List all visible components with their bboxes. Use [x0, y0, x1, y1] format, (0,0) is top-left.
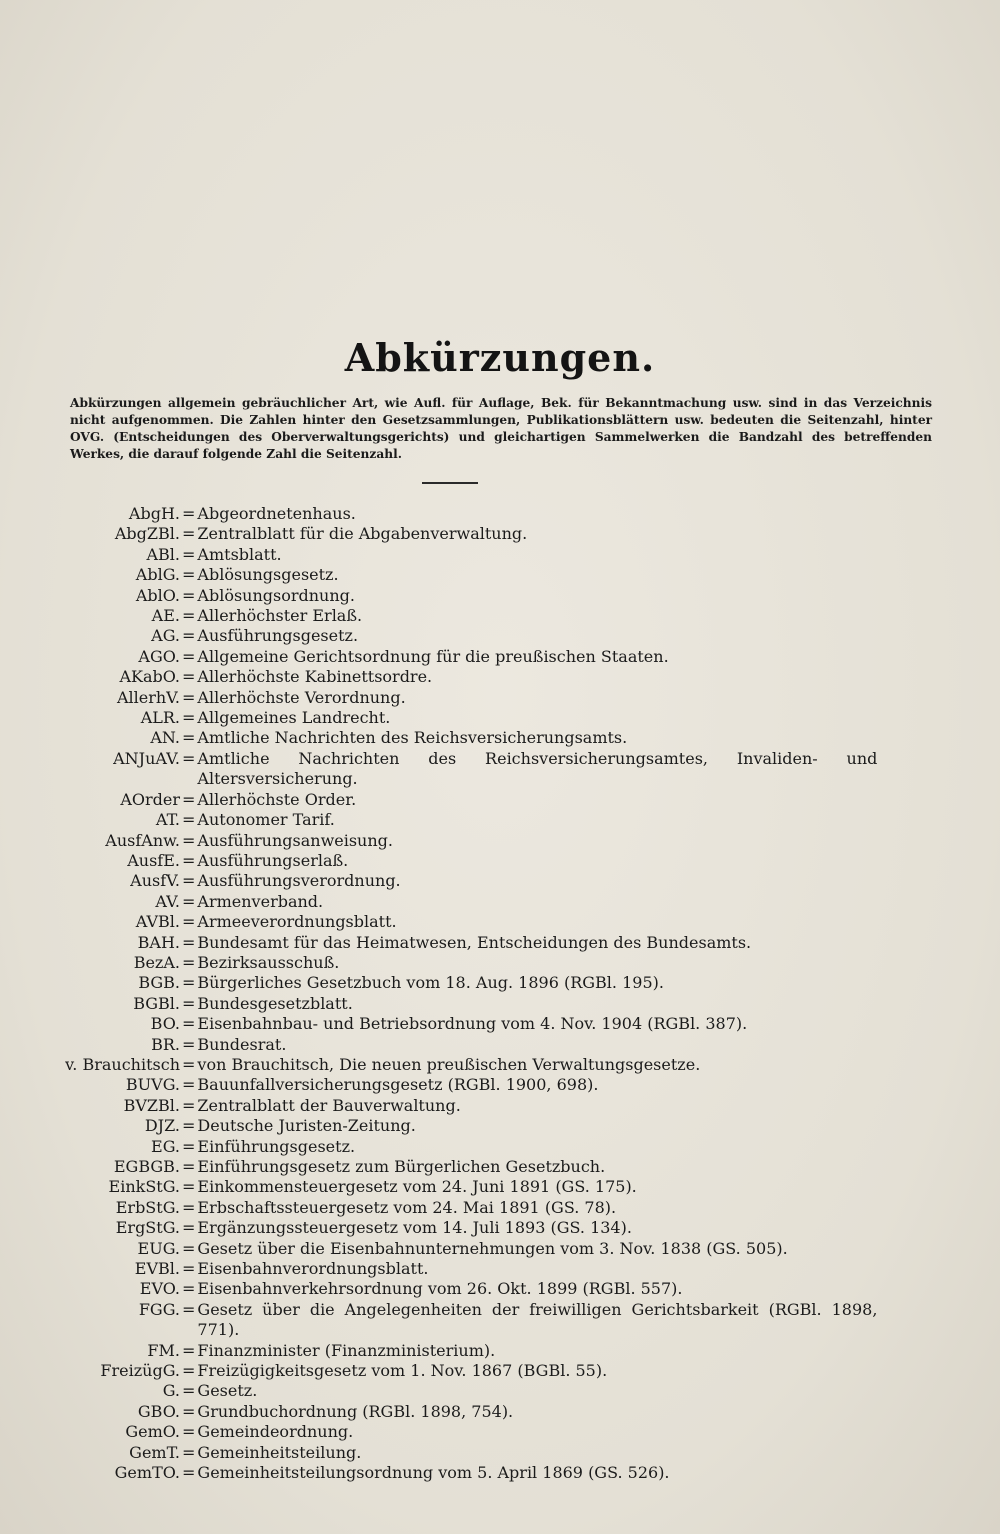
abbreviation-expansion: Eisenbahnverordnungsblatt.: [197, 1259, 429, 1279]
equals-sign: =: [182, 1116, 196, 1136]
abbreviation-entry: [0, 565, 1000, 585]
abbreviation-entry: [0, 647, 1000, 667]
abbreviation-entry: [0, 1239, 1000, 1259]
abbreviation-term: AllerhV.: [116, 687, 180, 707]
abbreviation-expansion: Bundesamt für das Heimatwesen, Entscheidungen des Bundesamts.: [197, 932, 752, 952]
equals-sign: =: [182, 1259, 196, 1279]
abbreviation-expansion: Amtsblatt.: [197, 544, 282, 564]
abbreviation-entry: [0, 973, 1000, 993]
abbreviation-entry: [0, 504, 1000, 524]
abbreviation-term: GemTO.: [114, 1463, 180, 1483]
page-title: Abkürzungen.: [344, 335, 656, 380]
abbreviation-expansion: Gemeinheitsteilungsordnung vom 5. April 1869 (GS. 526).: [197, 1463, 670, 1483]
abbreviation-entry: [0, 871, 1000, 891]
equals-sign: =: [182, 544, 196, 564]
abbreviation-expansion: Ablösungsordnung.: [197, 585, 355, 605]
abbreviation-term: ErgStG.: [115, 1218, 180, 1238]
equals-sign: =: [182, 1095, 196, 1115]
abbreviation-entry: [0, 1177, 1000, 1197]
abbreviation-expansion: Grundbuchordnung (RGBl. 1898, 754).: [197, 1401, 514, 1421]
equals-sign: =: [182, 912, 196, 932]
abbreviation-term: BO.: [150, 1014, 180, 1034]
abbreviation-entry: [0, 994, 1000, 1014]
equals-sign: =: [182, 565, 196, 585]
abbreviation-expansion: Bundesrat.: [197, 1034, 287, 1054]
abbreviation-entry: [0, 586, 1000, 606]
abbreviation-term: EinkStG.: [108, 1177, 180, 1197]
abbreviation-term: EVBl.: [134, 1259, 180, 1279]
equals-sign: =: [182, 1442, 196, 1462]
abbreviation-entry: [0, 1402, 1000, 1422]
equals-sign: =: [182, 1422, 196, 1442]
abbreviation-entry: [0, 953, 1000, 973]
abbreviation-entry: [0, 1443, 1000, 1463]
abbreviation-term: BUVG.: [125, 1075, 180, 1095]
equals-sign: =: [182, 1014, 196, 1034]
abbreviation-term: AN.: [150, 728, 180, 748]
equals-sign: =: [182, 810, 196, 830]
abbreviation-entry: [0, 1055, 1000, 1075]
intro-paragraph: Abkürzungen allgemein gebräuchlicher Art, wie Aufl. für Auflage, Bek. für Bekanntmachung usw. sind in das Verzeichnis nicht aufgenommen. Die Zahlen hinter den Gesetzsammlungen, Publikationsblättern usw. bedeuten die Seitenzahl, hinter OVG. (Entscheidungen des Oberverwaltungsgerichts) und gleichartigen Sammelwerken die Bandzahl des betreffenden Werkes, die darauf folgende Zahl die Seitenzahl.: [70, 396, 932, 461]
abbreviation-expansion: Zentralblatt für die Abgabenverwaltung.: [197, 524, 528, 544]
equals-sign: =: [182, 789, 196, 809]
equals-sign: =: [182, 606, 196, 626]
abbreviation-term: AE.: [151, 606, 180, 626]
abbreviation-expansion: Allerhöchste Kabinettsordre.: [197, 667, 433, 687]
abbreviation-expansion: Ablösungsgesetz.: [197, 565, 339, 585]
equals-sign: =: [182, 1218, 196, 1238]
abbreviation-entry: [0, 1422, 1000, 1442]
abbreviation-expansion: Finanzminister (Finanzministerium).: [197, 1340, 496, 1360]
equals-sign: =: [182, 728, 196, 748]
abbreviation-entry: [0, 1157, 1000, 1177]
equals-sign: =: [182, 1340, 196, 1360]
equals-sign: =: [182, 1197, 196, 1217]
abbreviation-term: AblG.: [135, 565, 180, 585]
abbreviation-term: GemO.: [125, 1422, 180, 1442]
equals-sign: =: [182, 871, 196, 891]
abbreviation-entry: [0, 1259, 1000, 1279]
abbreviation-term: ErbStG.: [115, 1197, 180, 1217]
abbreviation-entry: [0, 708, 1000, 728]
equals-sign: =: [182, 1463, 196, 1483]
abbreviation-expansion: Bundesgesetzblatt.: [197, 993, 353, 1013]
abbreviation-expansion: Allerhöchste Verordnung.: [197, 687, 406, 707]
equals-sign: =: [182, 708, 196, 728]
abbreviation-entry: [0, 545, 1000, 565]
abbreviation-entry: [0, 667, 1000, 687]
abbreviation-expansion: Allgemeines Landrecht.: [197, 708, 391, 728]
abbreviation-expansion: Deutsche Juristen-Zeitung.: [197, 1116, 416, 1136]
abbreviation-term: GemT.: [129, 1442, 180, 1462]
abbreviation-term: FGG.: [138, 1299, 180, 1319]
abbreviation-expansion: Freizügigkeitsgesetz vom 1. Nov. 1867 (BGBl. 55).: [197, 1361, 608, 1381]
abbreviation-entry: [0, 933, 1000, 953]
abbreviation-expansion: Bezirksausschuß.: [197, 952, 340, 972]
equals-sign: =: [182, 585, 196, 605]
abbreviation-expansion: von Brauchitsch, Die neuen preußischen Verwaltungsgesetze.: [197, 1054, 701, 1074]
abbreviation-entry: [0, 1075, 1000, 1095]
abbreviation-expansion: Ausführungsverordnung.: [197, 871, 401, 891]
equals-sign: =: [182, 1136, 196, 1156]
abbreviation-expansion: Bauunfallversicherungsgesetz (RGBl. 1900, 698).: [197, 1075, 599, 1095]
abbreviation-expansion: Erbschaftssteuergesetz vom 24. Mai 1891 (GS. 78).: [197, 1197, 617, 1217]
abbreviation-expansion: Zentralblatt der Bauverwaltung.: [197, 1095, 461, 1115]
equals-sign: =: [182, 973, 196, 993]
equals-sign: =: [182, 1279, 196, 1299]
equals-sign: =: [182, 830, 196, 850]
equals-sign: =: [182, 687, 196, 707]
abbreviation-term: AOrder: [120, 789, 180, 809]
equals-sign: =: [182, 646, 196, 666]
abbreviation-term: EGBGB.: [113, 1157, 180, 1176]
abbreviation-term: AbgZBl.: [114, 524, 180, 544]
abbreviation-expansion: Ausführungserlaß.: [197, 850, 349, 870]
equals-sign: =: [182, 1034, 196, 1054]
abbreviation-entry: [0, 810, 1000, 830]
equals-sign: =: [182, 1177, 196, 1197]
abbreviation-entry: [0, 1096, 1000, 1116]
abbreviation-term: BezA.: [133, 952, 180, 972]
abbreviation-expansion: Allerhöchster Erlaß.: [197, 606, 363, 626]
abbreviation-term: FreizügG.: [100, 1361, 180, 1381]
abbreviation-entry: [0, 1014, 1000, 1034]
abbreviation-expansion: Autonomer Tarif.: [197, 810, 335, 830]
abbreviation-entry: [0, 790, 1000, 810]
equals-sign: =: [182, 1157, 196, 1176]
abbreviation-entry: [0, 606, 1000, 626]
abbreviation-expansion: Ausführungsanweisung.: [197, 830, 393, 850]
abbreviation-expansion: Amtliche Nachrichten des Reichsversicherungsamtes, Invaliden- und Altersversicherung.: [197, 748, 878, 789]
abbreviation-term: EG.: [151, 1136, 180, 1156]
abbreviation-expansion: Bürgerliches Gesetzbuch vom 18. Aug. 1896 (RGBl. 195).: [197, 973, 664, 993]
equals-sign: =: [182, 667, 196, 687]
abbreviation-term: AG.: [151, 626, 180, 646]
equals-sign: =: [182, 748, 196, 768]
abbreviation-term: ANJuAV.: [113, 748, 180, 768]
abbreviation-expansion: Gemeinheitsteilung.: [197, 1442, 362, 1462]
abbreviation-term: AKabO.: [119, 667, 180, 687]
abbreviation-term: AVBl.: [135, 912, 180, 932]
abbreviation-entry: [0, 749, 1000, 790]
abbreviation-entry: [0, 688, 1000, 708]
abbreviation-entry: [0, 1279, 1000, 1299]
abbreviation-expansion: Gemeindeordnung.: [197, 1422, 354, 1442]
abbreviation-entry: [0, 851, 1000, 871]
abbreviation-entry: [0, 912, 1000, 932]
abbreviation-expansion: Gesetz über die Angelegenheiten der freiwilligen Gerichtsbarkeit (RGBl. 1898, 771).: [197, 1299, 878, 1340]
equals-sign: =: [182, 1075, 196, 1095]
abbreviation-expansion: Allerhöchste Order.: [197, 789, 357, 809]
abbreviation-term: BVZBl.: [123, 1095, 180, 1115]
abbreviation-entry: [0, 831, 1000, 851]
abbreviation-expansion: Einkommensteuergesetz vom 24. Juni 1891 (GS. 175).: [197, 1177, 637, 1197]
equals-sign: =: [182, 1361, 196, 1381]
abbreviation-term: AV.: [155, 891, 180, 911]
equals-sign: =: [182, 850, 196, 870]
abbreviation-term: G.: [162, 1381, 180, 1401]
equals-sign: =: [182, 1299, 196, 1319]
equals-sign: =: [182, 952, 196, 972]
abbreviation-entry: [0, 1198, 1000, 1218]
abbreviation-term: BR.: [151, 1034, 180, 1054]
equals-sign: =: [182, 932, 196, 952]
abbreviation-expansion: Einführungsgesetz zum Bürgerlichen Gesetzbuch.: [197, 1157, 606, 1176]
abbreviation-term: ALR.: [140, 708, 180, 728]
abbreviation-term: AblO.: [135, 585, 180, 605]
abbreviation-term: AGO.: [138, 646, 180, 666]
abbreviation-expansion: Einführungsgesetz.: [197, 1136, 356, 1156]
equals-sign: =: [182, 1054, 196, 1074]
abbreviation-expansion: Ergänzungssteuergesetz vom 14. Juli 1893 (GS. 134).: [197, 1218, 632, 1238]
separator-rule: [422, 482, 478, 484]
abbreviation-term: AusfV.: [130, 871, 180, 891]
abbreviation-term: v. Brauchitsch: [65, 1054, 180, 1074]
abbreviation-entry: [0, 1463, 1000, 1483]
abbreviation-term: BAH.: [137, 932, 180, 952]
abbreviation-expansion: Ausführungsgesetz.: [197, 626, 359, 646]
abbreviation-term: FM.: [147, 1340, 180, 1360]
equals-sign: =: [182, 504, 196, 523]
abbreviation-entry: [0, 1035, 1000, 1055]
equals-sign: =: [182, 1381, 196, 1401]
abbreviation-expansion: Gesetz.: [197, 1381, 258, 1401]
abbreviation-term: AusfE.: [127, 850, 180, 870]
equals-sign: =: [182, 1238, 196, 1258]
abbreviation-entry: [0, 1137, 1000, 1157]
abbreviation-expansion: Armeeverordnungsblatt.: [197, 912, 397, 932]
equals-sign: =: [182, 524, 196, 544]
abbreviation-expansion: Armenverband.: [197, 891, 324, 911]
abbreviation-entry: [0, 1361, 1000, 1381]
abbreviation-entry: [0, 1381, 1000, 1401]
abbreviation-entry: [0, 626, 1000, 646]
abbreviation-entry: [0, 1300, 1000, 1341]
abbreviation-expansion: Abgeordnetenhaus.: [197, 504, 356, 523]
abbreviation-entry: [0, 1218, 1000, 1238]
abbreviation-entry: [0, 728, 1000, 748]
abbreviation-term: BGB.: [138, 973, 180, 993]
abbreviation-term: AbgH.: [128, 504, 180, 523]
abbreviation-entry: [0, 1116, 1000, 1136]
abbreviation-term: DJZ.: [144, 1116, 180, 1136]
abbreviation-term: BGBl.: [133, 993, 180, 1013]
abbreviation-term: GBO.: [137, 1401, 180, 1421]
equals-sign: =: [182, 891, 196, 911]
abbreviation-term: AT.: [155, 810, 180, 830]
abbreviation-list: [0, 504, 1000, 1484]
abbreviation-term: AusfAnw.: [105, 830, 180, 850]
abbreviation-expansion: Allgemeine Gerichtsordnung für die preußischen Staaten.: [197, 646, 669, 666]
equals-sign: =: [182, 993, 196, 1013]
abbreviation-entry: [0, 892, 1000, 912]
abbreviation-expansion: Gesetz über die Eisenbahnunternehmungen vom 3. Nov. 1838 (GS. 505).: [197, 1238, 788, 1258]
abbreviation-entry: [0, 524, 1000, 544]
abbreviation-term: EVO.: [139, 1279, 180, 1299]
abbreviation-expansion: Amtliche Nachrichten des Reichsversicherungsamts.: [197, 728, 628, 748]
equals-sign: =: [182, 1401, 196, 1421]
equals-sign: =: [182, 626, 196, 646]
abbreviation-expansion: Eisenbahnverkehrsordnung vom 26. Okt. 1899 (RGBl. 557).: [197, 1279, 683, 1299]
abbreviation-expansion: Eisenbahnbau- und Betriebsordnung vom 4. Nov. 1904 (RGBl. 387).: [197, 1014, 748, 1034]
abbreviation-term: EUG.: [137, 1238, 180, 1258]
abbreviation-term: ABl.: [146, 544, 180, 564]
abbreviation-entry: [0, 1341, 1000, 1361]
